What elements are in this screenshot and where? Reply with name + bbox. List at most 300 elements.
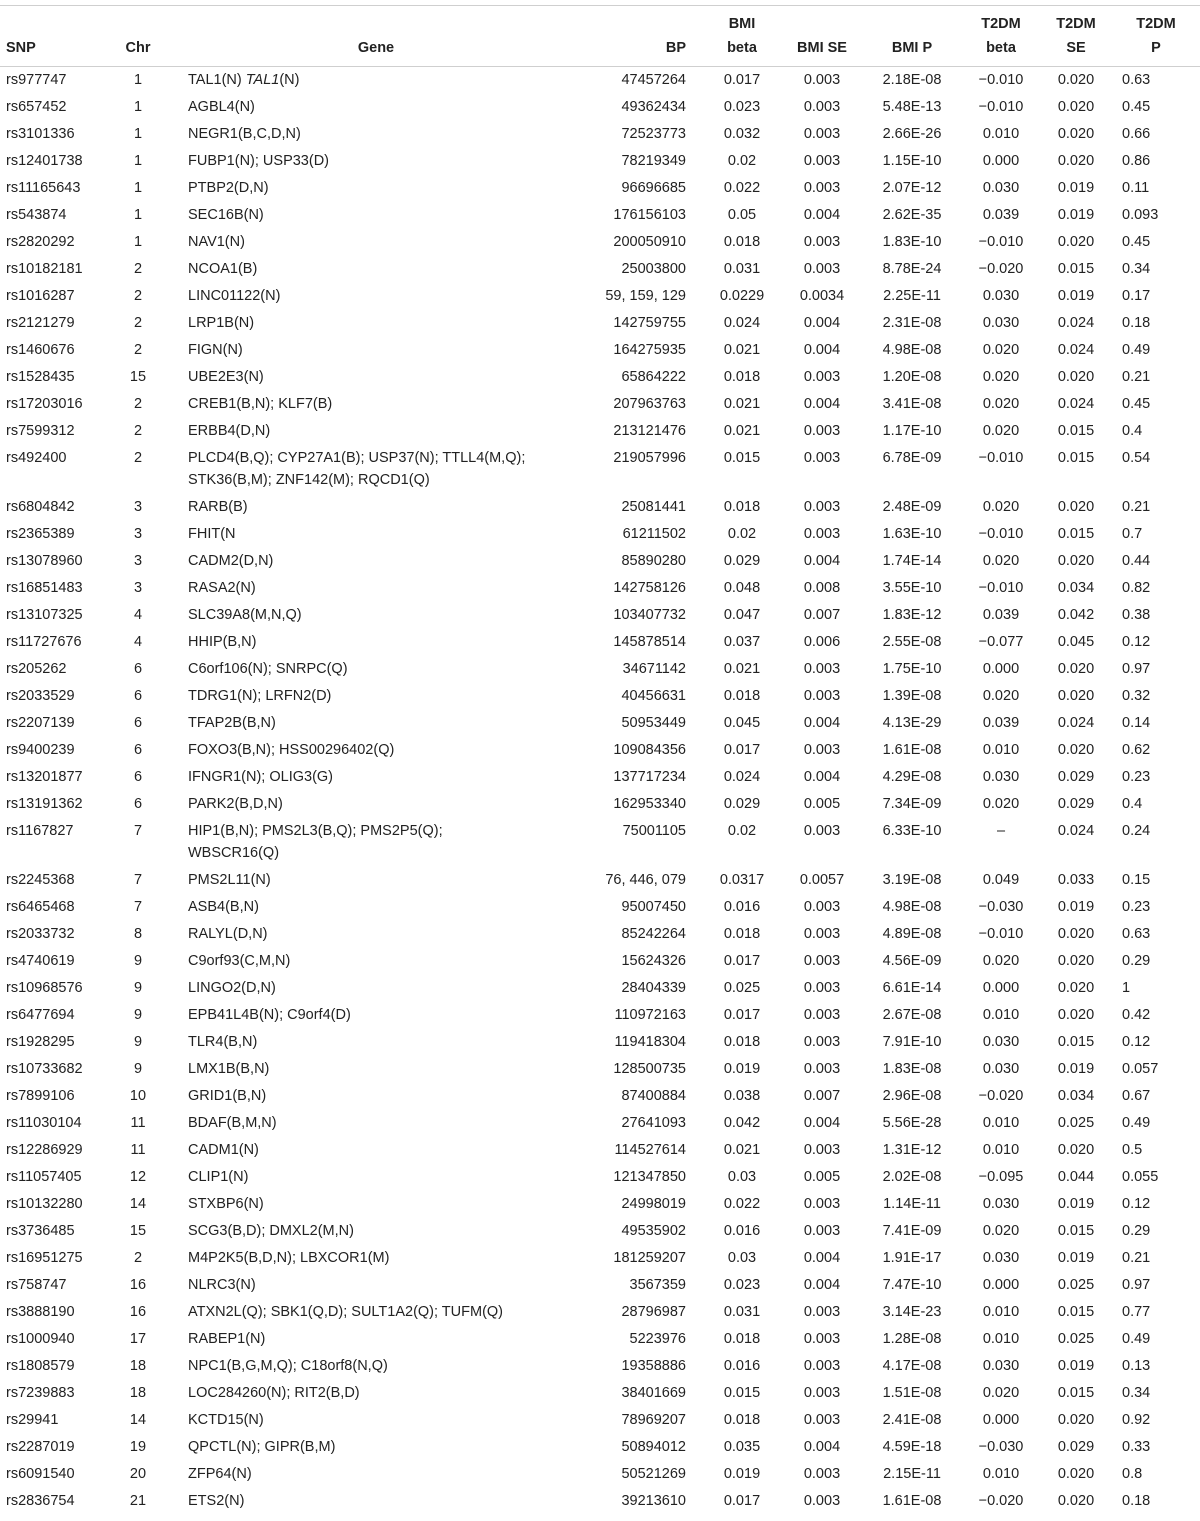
cell-bmi-p: 2.02E-08 <box>882 1169 942 1185</box>
cell-snp: rs7899106 <box>6 1088 75 1104</box>
cell-bmi-p: 1.83E-08 <box>882 1061 942 1077</box>
cell-bmi-se: 0.004 <box>803 715 841 731</box>
cell-t2dm-beta: 0.030 <box>982 315 1020 331</box>
cell-bmi-beta: 0.022 <box>723 180 761 196</box>
cell-chr: 7 <box>133 899 143 915</box>
cell-chr: 2 <box>133 315 143 331</box>
cell-t2dm-p: 0.97 <box>1122 1277 1151 1293</box>
cell-bmi-p: 4.17E-08 <box>882 1358 942 1374</box>
cell-gene <box>176 575 576 602</box>
cell-bmi-beta: 0.021 <box>723 1142 761 1158</box>
cell-bmi-beta: 0.018 <box>723 688 761 704</box>
cell-bmi-beta: 0.018 <box>723 234 761 250</box>
cell-t2dm-se: 0.020 <box>1057 661 1095 677</box>
cell-bmi-se: 0.003 <box>803 899 841 915</box>
cell-t2dm-se: 0.029 <box>1057 796 1095 812</box>
cell-chr: 6 <box>133 661 143 677</box>
cell-bmi-beta: 0.017 <box>723 742 761 758</box>
cell-snp: rs2820292 <box>6 234 75 250</box>
cell-chr: 15 <box>129 369 147 385</box>
table-row <box>0 1434 1200 1461</box>
cell-bmi-beta: 0.015 <box>723 450 761 466</box>
cell-snp: rs13191362 <box>6 796 83 812</box>
cell-bp: 85890280 <box>621 553 686 569</box>
cell-t2dm-beta: 0.020 <box>982 1385 1020 1401</box>
cell-chr: 14 <box>129 1412 147 1428</box>
table-row <box>0 1002 1200 1029</box>
cell-t2dm-beta: −0.020 <box>978 1493 1024 1509</box>
cell-t2dm-beta: 0.030 <box>982 1061 1020 1077</box>
cell-t2dm-p: 0.49 <box>1122 1331 1151 1347</box>
table-row <box>0 894 1200 921</box>
cell-bmi-se: 0.0057 <box>799 872 845 888</box>
cell-bmi-beta: 0.016 <box>723 1223 761 1239</box>
cell-bmi-p: 2.25E-11 <box>883 288 941 304</box>
table-row <box>0 445 1200 494</box>
cell-bmi-beta: 0.016 <box>723 899 761 915</box>
cell-gene <box>176 283 576 310</box>
gene-text: FOXO3(B,N); HSS00296402(Q) <box>188 742 395 758</box>
cell-t2dm-p: 0.49 <box>1122 342 1151 358</box>
cell-bmi-se: 0.003 <box>803 1466 841 1482</box>
cell-gene <box>176 337 576 364</box>
cell-t2dm-se: 0.020 <box>1057 499 1095 515</box>
table-body <box>0 67 1200 1516</box>
cell-bp: 164275935 <box>613 342 686 358</box>
cell-bmi-p: 1.14E-11 <box>883 1196 941 1212</box>
cell-bmi-se: 0.004 <box>803 1277 841 1293</box>
cell-t2dm-se: 0.020 <box>1057 953 1095 969</box>
cell-chr: 1 <box>133 126 143 142</box>
cell-snp: rs6477694 <box>6 1007 75 1023</box>
cell-bp: 213121476 <box>613 423 686 439</box>
cell-snp: rs17203016 <box>6 396 83 412</box>
cell-bp: 96696685 <box>621 180 686 196</box>
cell-bmi-se: 0.003 <box>803 499 841 515</box>
cell-t2dm-p: 0.97 <box>1122 661 1151 677</box>
cell-chr: 3 <box>133 553 143 569</box>
cell-bmi-se: 0.007 <box>803 1088 841 1104</box>
cell-t2dm-beta: −0.010 <box>978 450 1024 466</box>
cell-bmi-p: 6.78E-09 <box>882 450 942 466</box>
cell-snp: rs16951275 <box>6 1250 83 1266</box>
header-gene: Gene <box>176 6 576 67</box>
cell-bmi-p: 3.14E-23 <box>882 1304 942 1320</box>
cell-t2dm-beta: 0.010 <box>982 1007 1020 1023</box>
cell-bp: 72523773 <box>621 126 686 142</box>
gene-text: HIP1(B,N); PMS2L3(B,Q); PMS2P5(Q); <box>188 823 443 839</box>
cell-bmi-p: 2.31E-08 <box>882 315 942 331</box>
cell-snp: rs29941 <box>6 1412 59 1428</box>
cell-bmi-beta: 0.037 <box>723 634 761 650</box>
gene-text: ASB4(B,N) <box>188 899 259 915</box>
gene-text: BDAF(B,M,N) <box>188 1115 277 1131</box>
cell-t2dm-se: 0.024 <box>1057 342 1095 358</box>
cell-gene <box>176 256 576 283</box>
cell-bp: 49362434 <box>621 99 686 115</box>
cell-bp: 28404339 <box>621 980 686 996</box>
cell-gene <box>176 1029 576 1056</box>
cell-t2dm-beta: 0.010 <box>982 1142 1020 1158</box>
cell-t2dm-beta: 0.030 <box>982 288 1020 304</box>
cell-chr: 2 <box>133 342 143 358</box>
cell-gene <box>176 494 576 521</box>
cell-t2dm-se: 0.020 <box>1057 553 1095 569</box>
cell-bmi-se: 0.006 <box>803 634 841 650</box>
cell-t2dm-beta: 0.010 <box>982 742 1020 758</box>
gene-text: LOC284260(N); RIT2(B,D) <box>188 1385 360 1401</box>
cell-bmi-beta: 0.029 <box>723 553 761 569</box>
table-row <box>0 921 1200 948</box>
table-row <box>0 391 1200 418</box>
gene-text: NEGR1(B,C,D,N) <box>188 126 301 142</box>
cell-snp: rs13201877 <box>6 769 83 785</box>
cell-snp: rs1000940 <box>6 1331 75 1347</box>
cell-t2dm-beta: 0.010 <box>982 1466 1020 1482</box>
cell-bp: 50521269 <box>621 1466 686 1482</box>
cell-bp: 3567359 <box>629 1277 686 1293</box>
cell-snp: rs2121279 <box>6 315 75 331</box>
cell-gene <box>176 521 576 548</box>
cell-t2dm-se: 0.020 <box>1057 1007 1095 1023</box>
cell-bmi-se: 0.004 <box>803 207 841 223</box>
cell-t2dm-se: 0.019 <box>1057 288 1095 304</box>
cell-chr: 1 <box>133 72 143 88</box>
cell-bp: 103407732 <box>613 607 686 623</box>
cell-gene <box>176 121 576 148</box>
cell-t2dm-se: 0.024 <box>1057 315 1095 331</box>
table-row <box>0 337 1200 364</box>
cell-t2dm-p: 0.45 <box>1122 234 1151 250</box>
cell-t2dm-beta: 0.039 <box>982 207 1020 223</box>
cell-bmi-beta: 0.02 <box>727 823 757 839</box>
cell-bmi-se: 0.003 <box>803 450 841 466</box>
cell-snp: rs3101336 <box>6 126 75 142</box>
cell-bmi-p: 6.61E-14 <box>882 980 942 996</box>
cell-chr: 15 <box>129 1223 147 1239</box>
cell-chr: 6 <box>133 715 143 731</box>
cell-t2dm-beta: 0.020 <box>982 953 1020 969</box>
cell-snp: rs977747 <box>6 72 67 88</box>
cell-bmi-p: 1.39E-08 <box>882 688 942 704</box>
table-row <box>0 148 1200 175</box>
cell-t2dm-p: 0.44 <box>1122 553 1151 569</box>
table-row <box>0 867 1200 894</box>
cell-t2dm-p: 0.42 <box>1122 1007 1151 1023</box>
cell-bp: 27641093 <box>621 1115 686 1131</box>
cell-gene <box>176 1272 576 1299</box>
gene-text: FUBP1(N); USP33(D) <box>188 153 329 169</box>
cell-t2dm-p: 0.49 <box>1122 1115 1151 1131</box>
cell-t2dm-beta: 0.010 <box>982 1331 1020 1347</box>
cell-t2dm-se: 0.020 <box>1057 688 1095 704</box>
cell-t2dm-beta: 0.000 <box>982 980 1020 996</box>
cell-chr: 18 <box>129 1358 147 1374</box>
cell-snp: rs12401738 <box>6 153 83 169</box>
cell-bmi-se: 0.003 <box>803 1196 841 1212</box>
cell-bp: 65864222 <box>621 369 686 385</box>
table-row <box>0 791 1200 818</box>
cell-t2dm-se: 0.024 <box>1057 715 1095 731</box>
cell-t2dm-p: 0.67 <box>1122 1088 1151 1104</box>
cell-chr: 9 <box>133 980 143 996</box>
header-t2dm-se-line2: SE <box>1066 40 1086 56</box>
cell-snp: rs13078960 <box>6 553 83 569</box>
table-row <box>0 818 1200 867</box>
table-row <box>0 1056 1200 1083</box>
cell-gene <box>176 921 576 948</box>
cell-t2dm-beta: 0.020 <box>982 396 1020 412</box>
cell-t2dm-se: 0.024 <box>1057 396 1095 412</box>
cell-chr: 1 <box>133 207 143 223</box>
table-row <box>0 1461 1200 1488</box>
cell-snp: rs7239883 <box>6 1385 75 1401</box>
cell-gene <box>176 1380 576 1407</box>
cell-bmi-p: 7.91E-10 <box>882 1034 942 1050</box>
table-row <box>0 1245 1200 1272</box>
cell-t2dm-p: 0.4 <box>1122 423 1143 439</box>
gene-text: SCG3(B,D); DMXL2(M,N) <box>188 1223 354 1239</box>
header-t2dm-beta-line2: beta <box>986 40 1016 56</box>
cell-bmi-p: 5.48E-13 <box>882 99 942 115</box>
cell-t2dm-p: 0.34 <box>1122 261 1151 277</box>
cell-t2dm-p: 0.093 <box>1122 207 1159 223</box>
cell-bp: 137717234 <box>613 769 686 785</box>
gene-text: TAL1(N) <box>188 72 242 88</box>
cell-gene <box>176 1164 576 1191</box>
cell-t2dm-beta: 0.030 <box>982 769 1020 785</box>
gene-text: LRP1B(N) <box>188 315 255 331</box>
cell-bmi-beta: 0.025 <box>723 980 761 996</box>
cell-snp: rs10733682 <box>6 1061 83 1077</box>
cell-t2dm-p: 0.29 <box>1122 953 1151 969</box>
cell-bmi-se: 0.003 <box>803 1385 841 1401</box>
cell-gene <box>176 418 576 445</box>
cell-t2dm-beta: 0.030 <box>982 1250 1020 1266</box>
cell-chr: 2 <box>133 1250 143 1266</box>
table-row <box>0 1326 1200 1353</box>
gene-italic-text: TAL1 <box>245 72 280 88</box>
cell-chr: 9 <box>133 953 143 969</box>
cell-gene <box>176 602 576 629</box>
cell-t2dm-p: 0.63 <box>1122 72 1151 88</box>
cell-bmi-p: 2.67E-08 <box>882 1007 942 1023</box>
cell-chr: 1 <box>133 234 143 250</box>
cell-t2dm-se: 0.025 <box>1057 1277 1095 1293</box>
cell-bmi-beta: 0.019 <box>723 1061 761 1077</box>
cell-bmi-beta: 0.019 <box>723 1466 761 1482</box>
snp-table <box>0 5 1200 1515</box>
cell-chr: 6 <box>133 769 143 785</box>
cell-bp: 176156103 <box>613 207 686 223</box>
gene-text-line2: WBSCR16(Q) <box>188 845 280 861</box>
header-bmi-p: BMI P <box>862 6 962 67</box>
cell-snp: rs9400239 <box>6 742 75 758</box>
cell-gene <box>176 710 576 737</box>
cell-bmi-p: 1.74E-14 <box>882 553 942 569</box>
cell-bp: 119418304 <box>614 1034 686 1050</box>
table-row <box>0 256 1200 283</box>
cell-bmi-se: 0.003 <box>803 423 841 439</box>
cell-t2dm-se: 0.020 <box>1057 742 1095 758</box>
cell-t2dm-se: 0.020 <box>1057 234 1095 250</box>
cell-snp: rs10132280 <box>6 1196 83 1212</box>
cell-gene <box>176 867 576 894</box>
cell-t2dm-p: 0.15 <box>1122 872 1151 888</box>
cell-gene <box>176 1488 576 1515</box>
cell-bmi-beta: 0.018 <box>723 1412 761 1428</box>
cell-bmi-se: 0.003 <box>803 153 841 169</box>
cell-bmi-p: 4.56E-09 <box>882 953 942 969</box>
cell-snp: rs3736485 <box>6 1223 75 1239</box>
cell-snp: rs1808579 <box>6 1358 75 1374</box>
cell-chr: 16 <box>129 1277 147 1293</box>
cell-chr: 9 <box>133 1007 143 1023</box>
cell-bmi-beta: 0.015 <box>723 1385 761 1401</box>
table-row <box>0 683 1200 710</box>
cell-t2dm-beta: – <box>996 823 1006 839</box>
cell-bmi-p: 8.78E-24 <box>882 261 942 277</box>
gene-text: GRID1(B,N) <box>188 1088 267 1104</box>
gene-text: RARB(B) <box>188 499 248 515</box>
cell-bmi-beta: 0.02 <box>727 526 757 542</box>
cell-bmi-se: 0.003 <box>803 953 841 969</box>
table-row <box>0 1299 1200 1326</box>
gene-text: RALYL(D,N) <box>188 926 268 942</box>
cell-t2dm-se: 0.044 <box>1057 1169 1095 1185</box>
cell-bmi-beta: 0.023 <box>723 99 761 115</box>
cell-bmi-se: 0.003 <box>803 1412 841 1428</box>
cell-snp: rs10968576 <box>6 980 83 996</box>
cell-bmi-beta: 0.018 <box>723 1331 761 1347</box>
cell-t2dm-p: 0.11 <box>1122 180 1150 196</box>
cell-gene <box>176 67 576 95</box>
cell-bmi-beta: 0.0317 <box>719 872 765 888</box>
cell-t2dm-se: 0.019 <box>1057 1061 1095 1077</box>
gene-text: QPCTL(N); GIPR(B,M) <box>188 1439 336 1455</box>
cell-t2dm-beta: −0.010 <box>978 526 1024 542</box>
cell-bp: 78219349 <box>621 153 686 169</box>
cell-bp: 24998019 <box>621 1196 686 1212</box>
cell-t2dm-beta: 0.000 <box>982 1277 1020 1293</box>
cell-gene <box>176 1110 576 1137</box>
cell-bmi-beta: 0.018 <box>723 926 761 942</box>
gene-text: NCOA1(B) <box>188 261 258 277</box>
cell-snp: rs6091540 <box>6 1466 75 1482</box>
cell-bmi-p: 6.33E-10 <box>882 823 942 839</box>
cell-bmi-p: 4.59E-18 <box>882 1439 942 1455</box>
cell-gene <box>176 148 576 175</box>
cell-t2dm-se: 0.020 <box>1057 126 1095 142</box>
cell-bmi-p: 1.17E-10 <box>882 423 942 439</box>
cell-t2dm-se: 0.015 <box>1057 1385 1095 1401</box>
gene-text: PARK2(B,D,N) <box>188 796 283 812</box>
cell-bmi-se: 0.004 <box>803 396 841 412</box>
cell-snp: rs11727676 <box>6 634 82 650</box>
cell-t2dm-beta: −0.010 <box>978 580 1024 596</box>
gene-text: LINGO2(D,N) <box>188 980 276 996</box>
cell-bmi-p: 4.13E-29 <box>882 715 942 731</box>
cell-t2dm-beta: 0.010 <box>982 1115 1020 1131</box>
cell-snp: rs205262 <box>6 661 67 677</box>
gene-text: FIGN(N) <box>188 342 243 358</box>
cell-t2dm-beta: 0.030 <box>982 1034 1020 1050</box>
table-row <box>0 521 1200 548</box>
cell-bmi-beta: 0.021 <box>723 423 761 439</box>
cell-t2dm-p: 0.86 <box>1122 153 1151 169</box>
cell-bmi-p: 4.98E-08 <box>882 899 942 915</box>
cell-chr: 6 <box>133 796 143 812</box>
cell-chr: 2 <box>133 423 143 439</box>
cell-bp: 61211502 <box>622 526 686 542</box>
cell-bp: 162953340 <box>613 796 686 812</box>
cell-snp: rs7599312 <box>6 423 75 439</box>
table-row <box>0 1191 1200 1218</box>
cell-gene <box>176 229 576 256</box>
cell-t2dm-beta: 0.010 <box>982 126 1020 142</box>
cell-bmi-beta: 0.024 <box>723 315 761 331</box>
cell-bmi-se: 0.008 <box>803 580 841 596</box>
gene-italic-suffix: (N) <box>279 72 300 88</box>
cell-t2dm-p: 0.38 <box>1122 607 1151 623</box>
cell-bmi-beta: 0.023 <box>723 1277 761 1293</box>
cell-t2dm-beta: −0.077 <box>978 634 1024 650</box>
cell-t2dm-beta: 0.039 <box>982 607 1020 623</box>
cell-t2dm-se: 0.034 <box>1057 1088 1095 1104</box>
gene-text: LINC01122(N) <box>188 288 281 304</box>
cell-t2dm-beta: −0.095 <box>978 1169 1024 1185</box>
cell-bmi-beta: 0.031 <box>723 1304 761 1320</box>
cell-t2dm-beta: 0.020 <box>982 1223 1020 1239</box>
cell-t2dm-se: 0.020 <box>1057 369 1095 385</box>
cell-bmi-se: 0.003 <box>803 823 841 839</box>
gene-text: EPB41L4B(N); C9orf4(D) <box>188 1007 351 1023</box>
cell-bmi-p: 1.83E-12 <box>882 607 942 623</box>
table-row <box>0 1110 1200 1137</box>
table-header <box>0 6 1200 67</box>
cell-gene <box>176 629 576 656</box>
cell-t2dm-p: 0.4 <box>1122 796 1143 812</box>
cell-t2dm-beta: 0.020 <box>982 553 1020 569</box>
cell-gene <box>176 1461 576 1488</box>
cell-snp: rs1016287 <box>6 288 75 304</box>
cell-bp: 49535902 <box>621 1223 686 1239</box>
cell-t2dm-se: 0.019 <box>1057 180 1095 196</box>
cell-gene <box>176 683 576 710</box>
cell-bmi-se: 0.003 <box>803 72 841 88</box>
cell-t2dm-p: 0.18 <box>1122 1493 1151 1509</box>
cell-chr: 9 <box>133 1061 143 1077</box>
gene-text: C9orf93(C,M,N) <box>188 953 291 969</box>
cell-bp: 121347850 <box>613 1169 686 1185</box>
cell-chr: 10 <box>129 1088 147 1104</box>
cell-bp: 219057996 <box>613 450 686 466</box>
cell-bmi-beta: 0.017 <box>723 1493 761 1509</box>
cell-gene <box>176 1191 576 1218</box>
cell-bmi-beta: 0.031 <box>723 261 761 277</box>
cell-bmi-p: 2.96E-08 <box>882 1088 942 1104</box>
cell-bmi-se: 0.003 <box>803 1007 841 1023</box>
cell-snp: rs13107325 <box>6 607 83 623</box>
header-t2dm-beta <box>962 6 1040 67</box>
cell-t2dm-beta: 0.020 <box>982 499 1020 515</box>
gene-text: ATXN2L(Q); SBK1(Q,D); SULT1A2(Q); TUFM(Q) <box>188 1304 504 1320</box>
header-snp: SNP <box>0 6 100 67</box>
cell-chr: 8 <box>133 926 143 942</box>
cell-snp: rs492400 <box>6 450 67 466</box>
table-row <box>0 94 1200 121</box>
gene-text: AGBL4(N) <box>188 99 255 115</box>
